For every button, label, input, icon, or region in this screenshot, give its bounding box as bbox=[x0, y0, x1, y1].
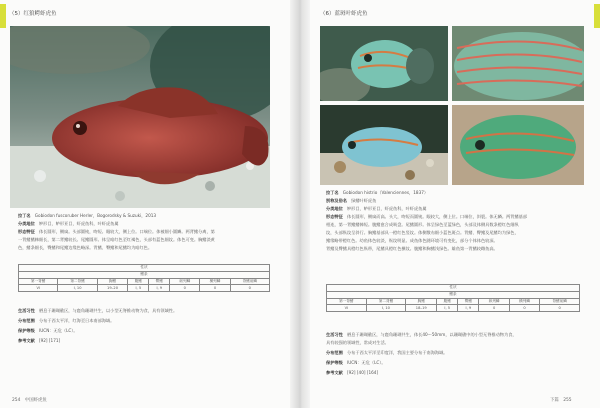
morphology-line: 一背鳍鳍棘细长，第二背鳍较长。尾鳍圆形。体呈暗红色至红褐色，头部有蓝色细纹。体色可变。胸鳍淡黄 bbox=[18, 237, 215, 242]
red-goby-photo bbox=[10, 26, 270, 208]
section-title: （5）红狼鳄虾虎鱼 bbox=[9, 11, 57, 17]
fish-photo-1 bbox=[320, 26, 448, 101]
blue-goby-photo bbox=[320, 26, 448, 101]
section-name: 下篇 bbox=[550, 398, 559, 403]
habit-row: 生活习性 栖息于珊瑚礁区，与鹿角珊瑚共生，体长40～50mm，以珊瑚礁中的小型无脊椎动物为食， bbox=[326, 332, 517, 337]
morphology-line: 色，鳍条细长，臀鳍和尾鳍边缘色略深。背鳍、臀鳍和尾鳍均为暗红色。 bbox=[18, 245, 153, 250]
category-row: 分类地位 鲈形目，鲈形亚目，虾虎鱼科，叶虾虎鱼属 bbox=[326, 206, 427, 211]
table-subheader: 鳍条 bbox=[327, 291, 580, 298]
book-gutter bbox=[290, 0, 310, 408]
morphology-line: 鳍缘略带橙红色。幼鱼体色较淡，纵纹明显。成鱼体色随环境可有变化，部分个体体色较深。 bbox=[326, 238, 498, 243]
section-tab bbox=[0, 4, 6, 28]
habit-row: 生活习性 栖息于珊瑚礁区，与鹿角珊瑚共生，以小型无脊椎动物为食，具有领域性。 bbox=[18, 308, 178, 313]
alias-row: 别称及俗名 绿鳍叶虾虎鱼 bbox=[326, 198, 377, 203]
page-footer bbox=[12, 397, 47, 403]
habit-line: 具有较强的领域性，常成对生活。 bbox=[326, 340, 389, 345]
distribution-row: 分布范围 分布于西太平洋，红海至日本南部海域。 bbox=[18, 318, 115, 323]
table-row: Ⅵ I, 10 19–20 I, 5 I, 9 0 0 0 bbox=[19, 285, 270, 292]
reference-row: 参考文献 [92] [171] bbox=[18, 338, 61, 343]
status-row: 保护等级 IUCN：无危（LC）。 bbox=[18, 328, 78, 333]
morphology-line: 纹，头部纵纹呈斜行。胸鳍基部具一橙红色竖纹。体侧散布细小蓝色斑点。背鳍、臀鳍及尾鳍均为绿色， bbox=[326, 230, 519, 235]
reference-row: 参考文献 [92] [40] [164] bbox=[326, 370, 379, 375]
latin-name-row: 拉丁名 Gobiodon fuscoruber Herler，Bogorodsky & Suzuki，2013 bbox=[18, 213, 157, 218]
fin-count-table bbox=[326, 284, 580, 312]
striped-goby-photo bbox=[452, 26, 584, 101]
table-columns: 第一背鳍 第二背鳍 胸鳍 腹鳍 臀鳍 纵列鳞 横列鳞 背鳍前鳞 bbox=[19, 278, 270, 285]
page-number: 255 bbox=[563, 398, 572, 403]
blue-goby-gravel-photo bbox=[320, 105, 448, 185]
table-header: 性状 bbox=[327, 285, 580, 292]
section-tab bbox=[594, 4, 600, 28]
page-number: 254 bbox=[12, 398, 21, 403]
table-header: 性状 bbox=[19, 265, 270, 272]
morphology-row: 形态特征 体长圆形，侧扁。头部圆钝，吻短。眼较大，侧上位。口端位。体被细小圆鳞。两背鳍分离，第 bbox=[18, 229, 215, 234]
fish-photo-4 bbox=[452, 105, 584, 185]
table-row: Ⅵ I, 10 18–19 I, 5 I, 9 0 0 0 bbox=[327, 305, 580, 312]
latin-name-row: 拉丁名 Gobiodon histrio（Valenciennes，1837） bbox=[326, 190, 429, 195]
table-columns: 第一背鳍 第二背鳍 胸鳍 腹鳍 臀鳍 纵列鳞 横列鳞 背鳍前鳞 bbox=[327, 298, 580, 305]
section-title: （6）蓝斑叶虾虎鱼 bbox=[320, 11, 368, 17]
fish-photo-3 bbox=[320, 105, 448, 185]
book-title: 中国虾虎鱼 bbox=[24, 398, 47, 403]
green-goby-photo bbox=[452, 105, 584, 185]
morphology-row: 形态特征 体长圆形，侧扁而高。头大，吻短而圆钝。眼较大，侧上位。口端位，斜裂。体无鳞。两背鳍基部 bbox=[326, 214, 528, 219]
right-page bbox=[306, 0, 600, 408]
status-row: 保护等级 IUCN：无危（LC）。 bbox=[326, 360, 386, 365]
fish-photo-2 bbox=[452, 26, 584, 101]
distribution-row: 分布范围 分布于西太平洋至印度洋，我国主要分布于南海海域。 bbox=[326, 350, 448, 355]
fin-count-table bbox=[18, 264, 270, 292]
page-footer bbox=[550, 397, 572, 403]
category-row: 分类地位 鲈形目，鲈形亚目，虾虎鱼科，叶虾虎鱼属 bbox=[18, 221, 119, 226]
fish-photo bbox=[10, 26, 270, 208]
morphology-line: 背鳍及臀鳍具橙红色纵带，尾鳍具橙红色横纹。腹鳍和胸鳍浅绿色。雄鱼第一背鳍较雌鱼高。 bbox=[326, 246, 498, 251]
table-subheader: 鳍条 bbox=[19, 271, 270, 278]
morphology-line: 相连，第一背鳍鳍棘短。腹鳍愈合成吸盘。尾鳍圆形。体呈绿色至蓝绿色，头部及体侧具数条橙红色细纵 bbox=[326, 222, 519, 227]
left-page bbox=[0, 0, 294, 408]
